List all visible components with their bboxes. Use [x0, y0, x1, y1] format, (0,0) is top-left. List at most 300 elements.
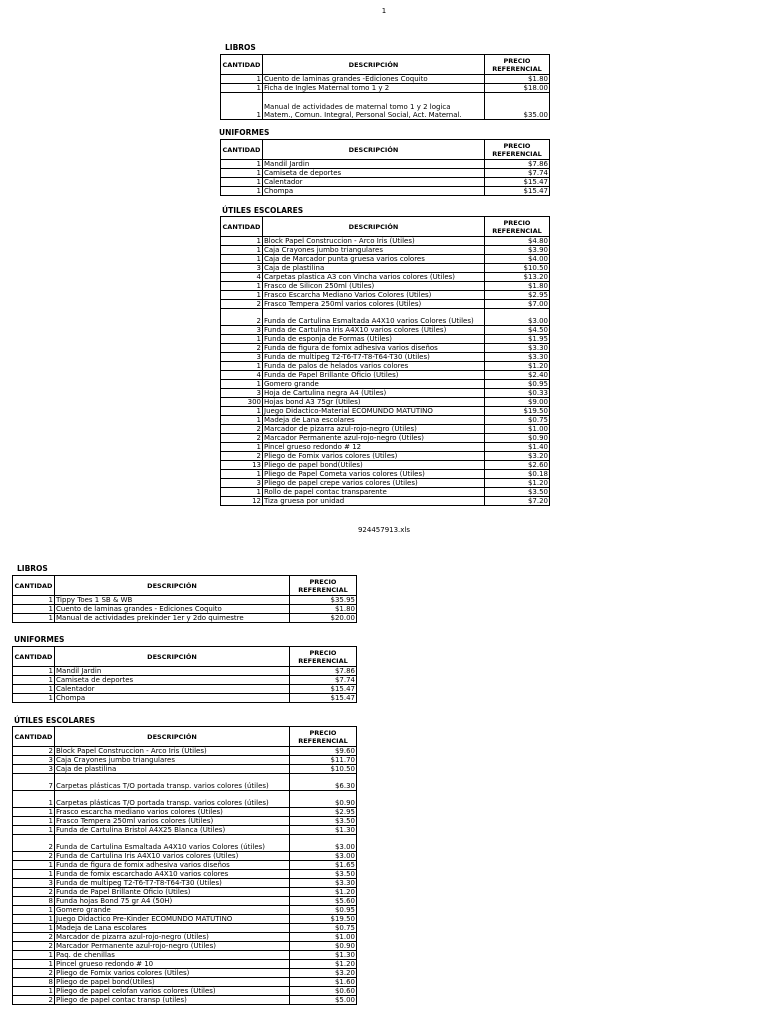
table-uniformes-2: [12, 646, 357, 703]
cell-cantidad: 2: [13, 996, 55, 1005]
cell-cantidad: 1: [221, 335, 263, 344]
header-precio-line2: REFERENCIAL: [492, 149, 542, 158]
table-row: [221, 264, 550, 273]
cell-precio: $9.00: [485, 398, 550, 407]
cell-cantidad: 2: [13, 933, 55, 942]
cell-precio: $9.60: [290, 747, 357, 756]
cell-cantidad: 1: [13, 826, 55, 835]
table-row: [13, 808, 357, 817]
table-row: [221, 434, 550, 443]
cell-cantidad: 300: [221, 398, 263, 407]
table-row: [221, 255, 550, 264]
cell-precio: $0.95: [290, 906, 357, 915]
cell-cantidad: 3: [221, 479, 263, 488]
header-precio-line1: PRECIO: [503, 141, 531, 150]
table-row: [221, 75, 550, 84]
cell-cantidad: 2: [221, 309, 263, 326]
table-row: [221, 93, 550, 120]
cell-precio: $1.95: [485, 335, 550, 344]
cell-descripcion: Frasco Tempera 250ml varios colores (Utiles): [55, 817, 290, 826]
cell-cantidad: 2: [221, 344, 263, 353]
cell-descripcion: Frasco de Silicon 250ml (Utiles): [263, 282, 485, 291]
cell-descripcion: Funda de Papel Brillante Oficio (Utiles): [263, 371, 485, 380]
table-row: [13, 791, 357, 808]
table-row: [221, 443, 550, 452]
cell-cantidad: 1: [221, 178, 263, 187]
cell-cantidad: 1: [221, 407, 263, 416]
cell-cantidad: 2: [13, 835, 55, 852]
header-precio-line1: PRECIO: [309, 648, 337, 657]
cell-descripcion: Calentador: [263, 178, 485, 187]
table-row: [221, 479, 550, 488]
header-precio-line1: PRECIO: [503, 56, 531, 65]
cell-descripcion: Caja Crayones jumbo triangulares: [263, 246, 485, 255]
cell-precio: $1.20: [485, 362, 550, 371]
cell-cantidad: 1: [13, 870, 55, 879]
table-libros-2: [12, 575, 357, 623]
cell-cantidad: 3: [13, 756, 55, 765]
cell-descripcion: Camiseta de deportes: [55, 676, 290, 685]
cell-cantidad: 2: [13, 969, 55, 978]
table-row: [13, 614, 357, 623]
cell-precio: $3.20: [290, 969, 357, 978]
cell-cantidad: 1: [221, 416, 263, 425]
table-row: [13, 817, 357, 826]
table-row: [221, 344, 550, 353]
table-row: [221, 461, 550, 470]
cell-cantidad: 1: [221, 470, 263, 479]
table-utiles-2: [12, 726, 357, 1005]
cell-cantidad: 7: [13, 774, 55, 791]
cell-descripcion: Caja de plastilina: [55, 765, 290, 774]
table-row: [13, 915, 357, 924]
cell-cantidad: 1: [221, 255, 263, 264]
table-row: [221, 407, 550, 416]
cell-precio: $4.80: [485, 237, 550, 246]
cell-descripcion: Funda de multipeg T2-T6-T7-T8-T64-T30 (Utiles): [55, 879, 290, 888]
cell-descripcion: Funda de fomix escarchado A4X10 varios colores: [55, 870, 290, 879]
cell-descripcion: Tippy Toes 1 SB & WB: [55, 596, 290, 605]
header-descripcion: DESCRIPCIÓN: [55, 727, 290, 747]
cell-descripcion: Pliego de papel crepe varios colores (Utiles): [263, 479, 485, 488]
cell-precio: $18.00: [485, 84, 550, 93]
cell-descripcion-line1: Manual de actividades de maternal tomo 1 y 2 logica: [264, 103, 451, 111]
cell-precio: $1.60: [290, 978, 357, 987]
table-row: [13, 747, 357, 756]
cell-cantidad: 1: [13, 667, 55, 676]
cell-precio: $2.40: [485, 371, 550, 380]
table-row: [221, 326, 550, 335]
table-row: [13, 888, 357, 897]
cell-descripcion: Frasco Tempera 250ml varios colores (Utiles): [263, 300, 485, 309]
cell-cantidad: 1: [221, 187, 263, 196]
table-row: [13, 694, 357, 703]
table-row: [221, 371, 550, 380]
cell-precio: $0.90: [290, 942, 357, 951]
table-row: [13, 870, 357, 879]
table-header-row: [13, 647, 357, 667]
cell-cantidad: 2: [13, 852, 55, 861]
cell-cantidad: 8: [13, 978, 55, 987]
cell-precio: $7.86: [485, 160, 550, 169]
header-descripcion: DESCRIPCIÓN: [55, 576, 290, 596]
cell-descripcion: Funda de Papel Brillante Oficio (Utiles): [55, 888, 290, 897]
header-precio-line1: PRECIO: [309, 728, 337, 737]
cell-precio: $6.30: [290, 774, 357, 791]
cell-descripcion: Caja de plastilina: [263, 264, 485, 273]
cell-precio: $13.20: [485, 273, 550, 282]
cell-cantidad: 1: [221, 282, 263, 291]
table-row: [221, 425, 550, 434]
table-row: [221, 362, 550, 371]
table-row: [221, 398, 550, 407]
cell-cantidad: 1: [13, 915, 55, 924]
header-cantidad: CANTIDAD: [221, 217, 263, 237]
header-precio: [290, 727, 357, 747]
table-row: [221, 246, 550, 255]
cell-precio: $15.47: [485, 178, 550, 187]
cell-descripcion: Carpetas plásticas T/O portada transp. varios colores (útiles): [55, 774, 290, 791]
cell-precio: $1.80: [485, 282, 550, 291]
cell-cantidad: 12: [221, 497, 263, 506]
cell-precio: $7.20: [485, 497, 550, 506]
cell-precio: $10.50: [290, 765, 357, 774]
cell-descripcion: Funda de Cartulina Iris A4X10 varios colores (Utiles): [55, 852, 290, 861]
cell-precio: $19.50: [290, 915, 357, 924]
table-row: [13, 906, 357, 915]
cell-descripcion: Frasco Escarcha Mediano Varios Colores (Utiles): [263, 291, 485, 300]
header-descripcion: DESCRIPCIÓN: [263, 55, 485, 75]
cell-precio: $0.60: [290, 987, 357, 996]
cell-precio: $0.18: [485, 470, 550, 479]
cell-descripcion: Juego Didactico-Material ECOMUNDO MATUTINO: [263, 407, 485, 416]
table-row: [221, 353, 550, 362]
cell-descripcion: Pincel grueso redondo # 12: [263, 443, 485, 452]
table-row: [221, 273, 550, 282]
cell-cantidad: 1: [221, 160, 263, 169]
cell-cantidad: 3: [221, 353, 263, 362]
table-utiles-1: [220, 216, 550, 506]
cell-cantidad: 1: [221, 488, 263, 497]
cell-descripcion: Funda de Cartulina Esmaltada A4X10 varios Colores (Utiles): [263, 309, 485, 326]
cell-cantidad: 3: [13, 879, 55, 888]
cell-descripcion: Pliego de papel bond(Utiles): [55, 978, 290, 987]
cell-precio: $15.47: [485, 187, 550, 196]
cell-precio: $15.47: [290, 685, 357, 694]
cell-cantidad: 4: [221, 371, 263, 380]
cell-descripcion: Rollo de papel contac transparente: [263, 488, 485, 497]
cell-precio: $3.00: [290, 835, 357, 852]
cell-precio: $0.90: [290, 791, 357, 808]
cell-precio: $10.50: [485, 264, 550, 273]
cell-precio: $5.00: [290, 996, 357, 1005]
table-row: [13, 942, 357, 951]
table-row: [221, 291, 550, 300]
cell-descripcion: Funda de Cartulina Bristol A4X25 Blanca (Utiles): [55, 826, 290, 835]
cell-cantidad: 1: [221, 362, 263, 371]
cell-cantidad: 1: [13, 791, 55, 808]
table-row: [221, 178, 550, 187]
cell-descripcion: Caja de Marcador punta gruesa varios colores: [263, 255, 485, 264]
header-precio-line1: PRECIO: [309, 577, 337, 586]
cell-cantidad: 1: [13, 906, 55, 915]
cell-descripcion: Manual de actividades prekinder 1er y 2do quimestre: [55, 614, 290, 623]
cell-descripcion: Gomero grande: [263, 380, 485, 389]
cell-cantidad: 1: [221, 246, 263, 255]
cell-descripcion: Funda de figura de fomix adhesiva varios diseños: [55, 861, 290, 870]
cell-precio: $1.30: [290, 951, 357, 960]
table-row: [13, 960, 357, 969]
cell-descripcion: Pliego de papel bond(Utiles): [263, 461, 485, 470]
header-precio-line2: REFERENCIAL: [492, 226, 542, 235]
table-header-row: [221, 140, 550, 160]
cell-cantidad: 4: [221, 273, 263, 282]
cell-descripcion: [263, 93, 485, 120]
header-precio: [290, 647, 357, 667]
table-header-row: [221, 55, 550, 75]
cell-cantidad: 1: [13, 861, 55, 870]
cell-precio: $1.80: [290, 605, 357, 614]
cell-precio: $1.40: [485, 443, 550, 452]
cell-precio: $3.00: [485, 309, 550, 326]
cell-precio: $35.00: [485, 93, 550, 120]
header-precio-line2: REFERENCIAL: [298, 736, 348, 745]
table-row: [221, 282, 550, 291]
cell-descripcion: Pliego de Fomix varios colores (Utiles): [55, 969, 290, 978]
cell-precio: $0.33: [485, 389, 550, 398]
table-uniformes-1: [220, 139, 550, 196]
cell-descripcion: Gomero grande: [55, 906, 290, 915]
cell-cantidad: 1: [221, 380, 263, 389]
cell-cantidad: 2: [13, 888, 55, 897]
cell-cantidad: 1: [221, 169, 263, 178]
cell-descripcion: Marcador de pizarra azul-rojo-negro (Utiles): [263, 425, 485, 434]
section-title-uniformes: UNIFORMES: [219, 128, 270, 137]
cell-descripcion: Funda de Cartulina Iris A4X10 varios colores (Utiles): [263, 326, 485, 335]
cell-cantidad: 1: [13, 596, 55, 605]
header-cantidad: CANTIDAD: [13, 727, 55, 747]
cell-precio: $7.00: [485, 300, 550, 309]
cell-cantidad: 1: [13, 951, 55, 960]
table-row: [13, 835, 357, 852]
table-row: [221, 416, 550, 425]
cell-precio: $1.00: [290, 933, 357, 942]
cell-descripcion: Funda de multipeg T2-T6-T7-T8-T64-T30 (Utiles): [263, 353, 485, 362]
header-descripcion: DESCRIPCIÓN: [263, 140, 485, 160]
table-row: [13, 879, 357, 888]
table-row: [13, 667, 357, 676]
cell-precio: $4.00: [485, 255, 550, 264]
header-precio: [290, 576, 357, 596]
cell-descripcion: Funda de Cartulina Esmaltada A4X10 varios Colores (útiles): [55, 835, 290, 852]
cell-cantidad: 1: [221, 75, 263, 84]
table-header-row: [221, 217, 550, 237]
cell-descripcion: Funda hojas Bond 75 gr A4 (50H): [55, 897, 290, 906]
cell-cantidad: 1: [221, 291, 263, 300]
cell-descripcion: Block Papel Construccion - Arco Iris (Utiles): [55, 747, 290, 756]
cell-cantidad: 1: [13, 605, 55, 614]
cell-precio: $4.50: [485, 326, 550, 335]
cell-precio: $1.80: [485, 75, 550, 84]
table-row: [221, 187, 550, 196]
cell-precio: $3.50: [290, 817, 357, 826]
cell-descripcion: Block Papel Construccion - Arco Iris (Utiles): [263, 237, 485, 246]
cell-precio: $35.95: [290, 596, 357, 605]
table-row: [13, 897, 357, 906]
table-row: [13, 951, 357, 960]
cell-cantidad: 2: [13, 747, 55, 756]
cell-precio: $11.70: [290, 756, 357, 765]
cell-descripcion: Funda de esponja de Formas (Utiles): [263, 335, 485, 344]
cell-descripcion: Funda de palos de helados varios colores: [263, 362, 485, 371]
table-row: [13, 987, 357, 996]
cell-descripcion: Ficha de Ingles Maternal tomo 1 y 2: [263, 84, 485, 93]
cell-precio: $0.75: [485, 416, 550, 425]
cell-descripcion: Hojas bond A3 75gr (Utiles): [263, 398, 485, 407]
cell-descripcion: Pincel grueso redondo # 10: [55, 960, 290, 969]
table-row: [13, 978, 357, 987]
cell-precio: $1.20: [290, 960, 357, 969]
cell-precio: $2.95: [290, 808, 357, 817]
cell-cantidad: 8: [13, 897, 55, 906]
table-row: [13, 596, 357, 605]
cell-cantidad: 1: [13, 676, 55, 685]
header-precio: [485, 55, 550, 75]
cell-cantidad: 1: [221, 443, 263, 452]
cell-precio: $3.30: [290, 879, 357, 888]
cell-cantidad: 1: [13, 614, 55, 623]
cell-descripcion: Caja Crayones jumbo triangulares: [55, 756, 290, 765]
cell-cantidad: 3: [221, 326, 263, 335]
cell-descripcion: Mandil Jardin: [263, 160, 485, 169]
table-row: [13, 924, 357, 933]
section-title-libros-2: LIBROS: [17, 564, 48, 573]
cell-cantidad: 2: [221, 300, 263, 309]
cell-descripcion: Calentador: [55, 685, 290, 694]
cell-precio: $2.95: [485, 291, 550, 300]
cell-cantidad: 1: [13, 817, 55, 826]
table-row: [221, 470, 550, 479]
cell-descripcion: Madeja de Lana escolares: [55, 924, 290, 933]
header-precio-line1: PRECIO: [503, 218, 531, 227]
cell-descripcion: Carpetas plastica A3 con Vincha varios colores (Utiles): [263, 273, 485, 282]
cell-precio: $3.00: [290, 852, 357, 861]
cell-descripcion: Hoja de Cartulina negra A4 (Utiles): [263, 389, 485, 398]
header-cantidad: CANTIDAD: [13, 647, 55, 667]
header-descripcion: DESCRIPCIÓN: [55, 647, 290, 667]
cell-descripcion: Pliego de Fomix varios colores (Utiles): [263, 452, 485, 461]
cell-descripcion: Frasco escarcha mediano varios colores (Utiles): [55, 808, 290, 817]
cell-precio: $0.90: [485, 434, 550, 443]
cell-precio: $0.95: [485, 380, 550, 389]
cell-cantidad: 3: [221, 264, 263, 273]
cell-descripcion: Mandil Jardin: [55, 667, 290, 676]
cell-cantidad: 1: [13, 685, 55, 694]
cell-descripcion: Cuento de laminas grandes - Ediciones Coquito: [55, 605, 290, 614]
header-precio: [485, 217, 550, 237]
cell-precio: $1.20: [485, 479, 550, 488]
header-cantidad: CANTIDAD: [13, 576, 55, 596]
table-row: [13, 933, 357, 942]
cell-precio: $3.30: [485, 353, 550, 362]
table-row: [13, 852, 357, 861]
table-row: [13, 756, 357, 765]
cell-cantidad: 1: [221, 84, 263, 93]
cell-precio: $7.74: [485, 169, 550, 178]
table-row: [221, 84, 550, 93]
table-row: [13, 605, 357, 614]
cell-cantidad: 2: [13, 942, 55, 951]
header-cantidad: CANTIDAD: [221, 140, 263, 160]
cell-descripcion: Marcador Permanente azul-rojo-negro (Utiles): [55, 942, 290, 951]
cell-descripcion: Chompa: [55, 694, 290, 703]
table-row: [221, 488, 550, 497]
cell-precio: $15.47: [290, 694, 357, 703]
file-name: 924457913.xls: [357, 526, 411, 534]
table-row: [221, 389, 550, 398]
table-header-row: [13, 727, 357, 747]
cell-precio: $20.00: [290, 614, 357, 623]
cell-cantidad: 2: [221, 425, 263, 434]
page-number: 1: [381, 7, 387, 15]
cell-cantidad: 1: [13, 808, 55, 817]
cell-cantidad: 3: [221, 389, 263, 398]
table-header-row: [13, 576, 357, 596]
table-row: [13, 826, 357, 835]
cell-cantidad: 1: [221, 237, 263, 246]
cell-cantidad: 1: [13, 924, 55, 933]
table-row: [13, 774, 357, 791]
table-libros-1: [220, 54, 550, 120]
cell-precio: $3.50: [485, 488, 550, 497]
cell-cantidad: 1: [13, 694, 55, 703]
cell-precio: $3.90: [485, 246, 550, 255]
table-row: [221, 335, 550, 344]
cell-precio: $3.50: [290, 870, 357, 879]
cell-cantidad: 1: [13, 960, 55, 969]
section-title-libros: LIBROS: [225, 43, 256, 52]
table-row: [221, 309, 550, 326]
cell-cantidad: 2: [221, 452, 263, 461]
cell-precio: $0.75: [290, 924, 357, 933]
cell-descripcion: Paq. de chenillas: [55, 951, 290, 960]
cell-descripcion: Camiseta de deportes: [263, 169, 485, 178]
table-row: [13, 765, 357, 774]
header-precio-line2: REFERENCIAL: [298, 656, 348, 665]
header-cantidad: CANTIDAD: [221, 55, 263, 75]
cell-descripcion: Carpetas plásticas T/O portada transp. varios colores (útiles): [55, 791, 290, 808]
cell-cantidad: 3: [13, 765, 55, 774]
cell-precio: $3.20: [485, 452, 550, 461]
header-precio: [485, 140, 550, 160]
cell-descripcion: Marcador de pizarra azul-rojo-negro (Utiles): [55, 933, 290, 942]
section-title-uniformes-2: UNIFORMES: [14, 635, 65, 644]
header-descripcion: DESCRIPCIÓN: [263, 217, 485, 237]
cell-precio: $7.74: [290, 676, 357, 685]
table-row: [13, 996, 357, 1005]
table-row: [221, 380, 550, 389]
cell-precio: $7.86: [290, 667, 357, 676]
cell-descripcion: Pliego de papel celofan varios colores (Utiles): [55, 987, 290, 996]
cell-precio: $1.30: [290, 826, 357, 835]
cell-precio: $19.50: [485, 407, 550, 416]
cell-precio: $1.65: [290, 861, 357, 870]
cell-descripcion: Chompa: [263, 187, 485, 196]
cell-descripcion: Cuento de laminas grandes -Ediciones Coquito: [263, 75, 485, 84]
table-row: [221, 497, 550, 506]
table-row: [13, 861, 357, 870]
cell-descripcion: Funda de figura de fomix adhesiva varios diseños: [263, 344, 485, 353]
